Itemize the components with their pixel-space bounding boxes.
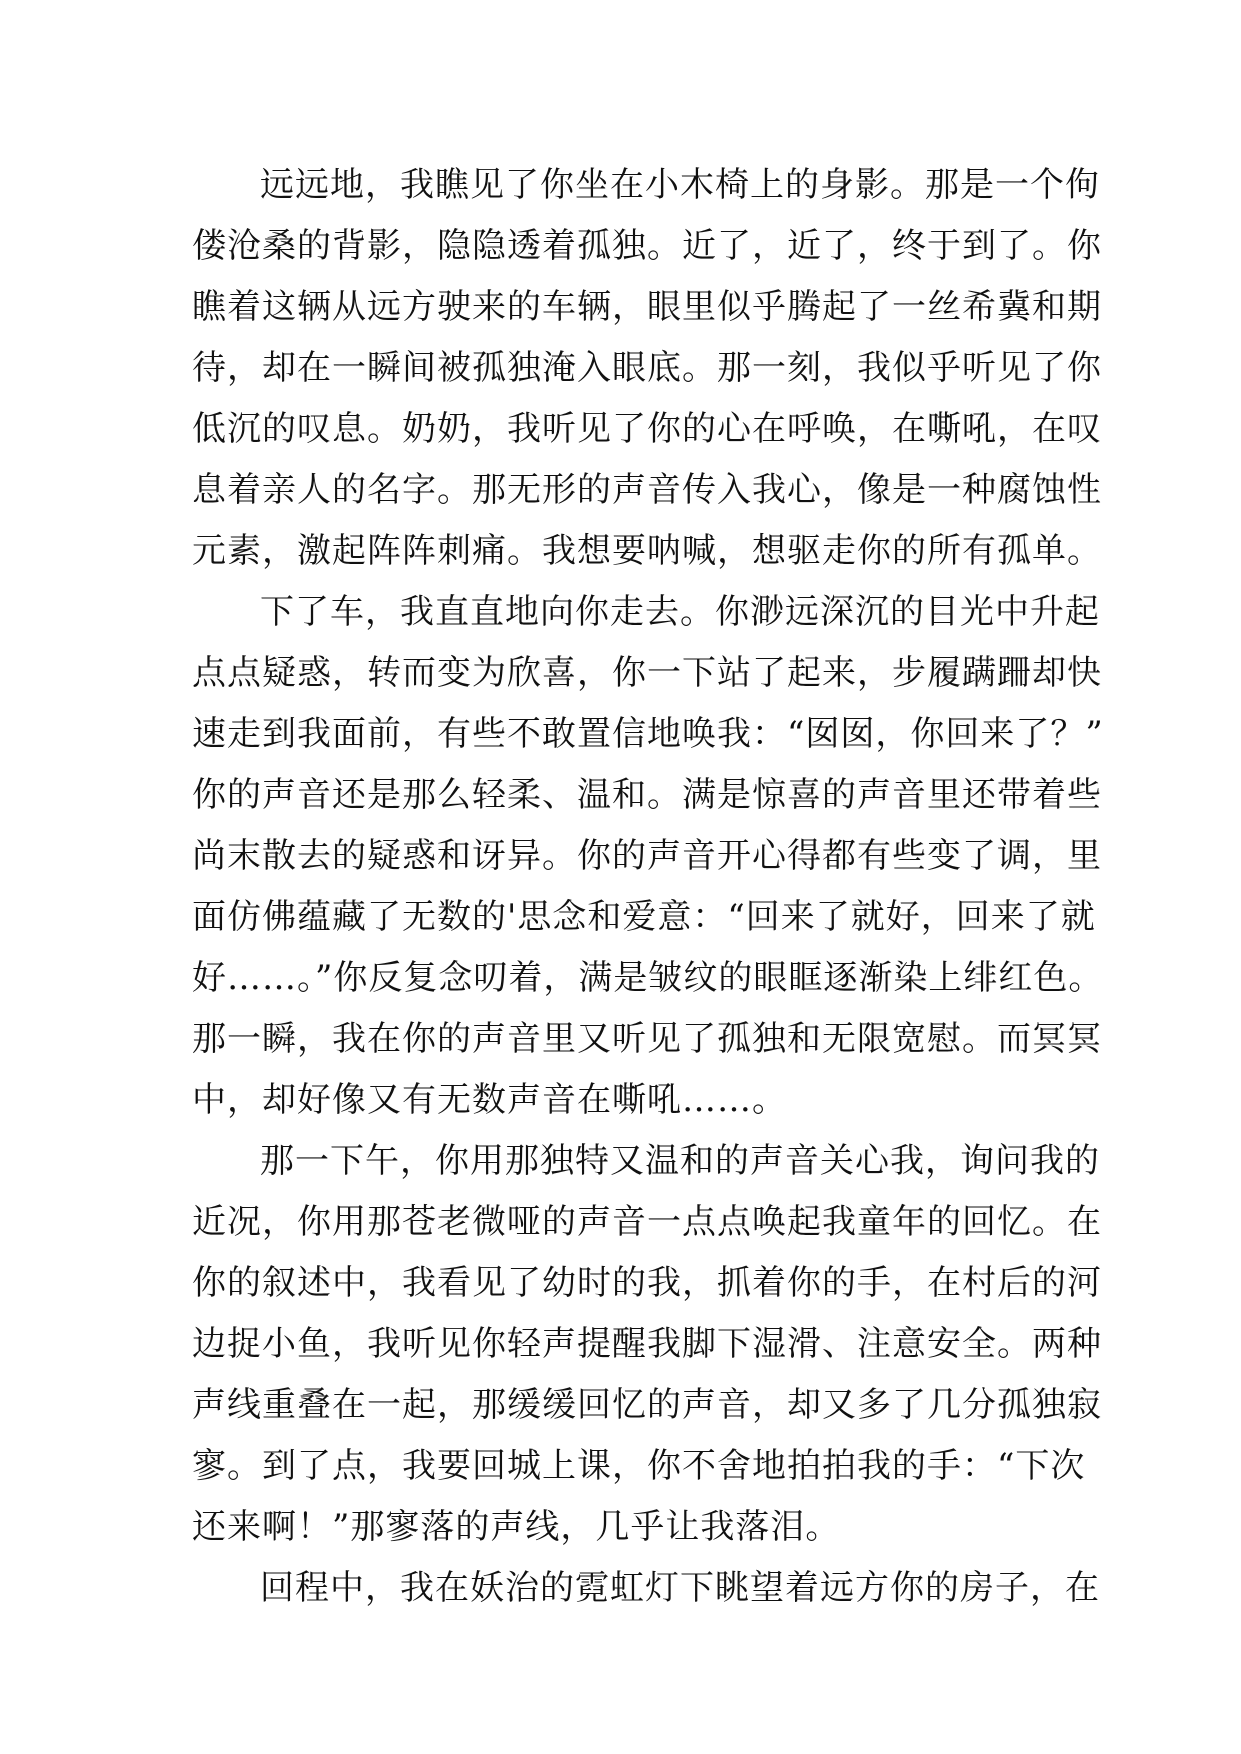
text-line: 元素，激起阵阵刺痛。我想要呐喊，想驱走你的所有孤单。 (192, 531, 1102, 571)
text-line: 远远地，我瞧见了你坐在小木椅上的身影。那是一个佝 (260, 165, 1100, 205)
text-line: 尚末散去的疑惑和讶异。你的声音开心得都有些变了调，里 (192, 836, 1102, 876)
text-line: 面仿佛蕴藏了无数的'思念和爱意：“回来了就好，回来了就 (192, 897, 1096, 937)
text-line: 点点疑惑，转而变为欣喜，你一下站了起来，步履蹒跚却快 (192, 653, 1102, 693)
document-body (192, 155, 1104, 1619)
text-line: 寥。到了点，我要回城上课，你不舍地拍拍我的手：“下次 (192, 1446, 1086, 1486)
text-line: 速走到我面前，有些不敢置信地唤我：“囡囡，你回来了？” (192, 714, 1104, 754)
text-line: 低沉的叹息。奶奶，我听见了你的心在呼唤，在嘶吼，在叹 (192, 409, 1102, 449)
text-line: 待，却在一瞬间被孤独淹入眼底。那一刻，我似乎听见了你 (192, 348, 1102, 388)
text-line: 那一瞬，我在你的声音里又听见了孤独和无限宽慰。而冥冥 (192, 1019, 1102, 1059)
text-line: 近况，你用那苍老微哑的声音一点点唤起我童年的回忆。在 (192, 1202, 1102, 1242)
text-line: 回程中，我在妖治的霓虹灯下眺望着远方你的房子，在 (260, 1568, 1100, 1608)
paragraph-2 (192, 582, 1104, 1131)
text-line: 中，却好像又有无数声音在嘶吼……。 (192, 1080, 787, 1120)
text-line: 偻沧桑的背影，隐隐透着孤独。近了，近了，终于到了。你 (192, 226, 1102, 266)
paragraph-4 (192, 1558, 1100, 1619)
text-line: 那一下午，你用那独特又温和的声音关心我，询问我的 (260, 1141, 1100, 1181)
text-line: 你的叙述中，我看见了幼时的我，抓着你的手，在村后的河 (192, 1263, 1102, 1303)
text-line: 息着亲人的名字。那无形的声音传入我心，像是一种腐蚀性 (192, 470, 1102, 510)
paragraph-3 (192, 1131, 1102, 1558)
text-line: 瞧着这辆从远方驶来的车辆，眼里似乎腾起了一丝希冀和期 (192, 287, 1102, 327)
paragraph-1 (192, 155, 1102, 582)
text-line: 下了车，我直直地向你走去。你渺远深沉的目光中升起 (260, 592, 1100, 632)
text-line: 声线重叠在一起，那缓缓回忆的声音，却又多了几分孤独寂 (192, 1385, 1102, 1425)
text-line: 好……。”你反复念叨着，满是皱纹的眼眶逐渐染上绯红色。 (192, 958, 1104, 998)
text-line: 你的声音还是那么轻柔、温和。满是惊喜的声音里还带着些 (192, 775, 1102, 815)
text-line: 还来啊！”那寥落的声线，几乎让我落泪。 (192, 1507, 841, 1547)
text-line: 边捉小鱼，我听见你轻声提醒我脚下湿滑、注意安全。两种 (192, 1324, 1102, 1364)
